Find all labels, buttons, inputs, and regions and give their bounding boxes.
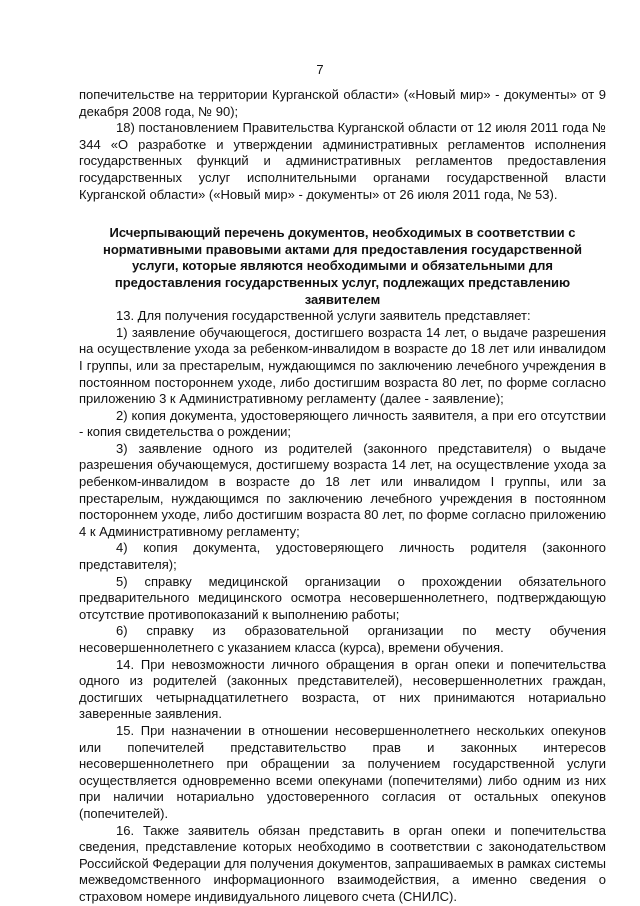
body-paragraph: попечительстве на территории Курганской области» («Новый мир» - документы» от 9 декабря 2008 года, № 90);: [79, 87, 606, 119]
body-paragraph: 1) заявление обучающегося, достигшего возраста 14 лет, о выдаче разрешения на осуществление ухода за ребенком-инвалидом в возрасте до 18 лет или инвалидом I группы, или за престарелым, нуждающимся по заключению лечебного учреждения в постоянном постороннем уходе, либо достигшим возраста 80 лет, по форме согласно приложению 3 к Административному регламенту (далее - заявление);: [79, 324, 606, 407]
body-paragraph: 4) копия документа, удостоверяющего личность родителя (законного представителя);: [79, 540, 606, 573]
body-paragraph: 18) постановлением Правительства Курганской области от 12 июля 2011 года № 344 «О разработке и утверждении административных регламентов исполнения государственных функций и административных регламентов предоставления государственных услуг исполнительными органами государственной власти Курганской области» («Новый мир» - документы» от 26 июля 2011 года, № 53).: [79, 120, 606, 202]
body-paragraph: 5) справку медицинской организации о прохождении обязательного предварительного медицинского осмотра несовершеннолетнего, подтверждающую отсутствие противопоказаний к выполнению работы;: [79, 573, 606, 622]
body-paragraph: 14. При невозможности личного обращения в орган опеки и попечительства одного из родителей (законных представителей), несовершеннолетних граждан, достигших четырнадцатилетнего возраста, от них принимаются нотариально заверенные заявления.: [79, 656, 606, 722]
body-paragraph: 6) справку из образовательной организации по месту обучения несовершеннолетнего с указанием класса (курса), времени обучения.: [79, 623, 606, 655]
body-paragraph: 15. При назначении в отношении несовершеннолетнего нескольких опекунов или попечителей представительство прав и законных интересов несовершеннолетнего при обращении за получением государственной услуги осуществляется одновременно всеми опекунами (попечителями) либо одним из них при наличии нотариально удостоверенного согласия от остальных опекунов (попечителей).: [79, 722, 606, 821]
page-number: 7: [316, 62, 324, 77]
document-body: [79, 87, 606, 906]
body-paragraph: 13. Для получения государственной услуги заявитель представляет:: [116, 308, 531, 324]
section-heading: Исчерпывающий перечень документов, необходимых в соответствии с нормативными правовыми актами для предоставления государственной услуги, которые являются необходимыми и обязательными для предоставления государственных услуг, подлежащих представлению заявителем: [102, 225, 583, 307]
body-paragraph: 2) копия документа, удостоверяющего личность заявителя, а при его отсутствии - копия свидетельства о рождении;: [79, 407, 606, 440]
body-paragraph: 3) заявление одного из родителей (законного представителя) о выдаче разрешения обучающемуся, достигшему возраста 14 лет, на осуществление ухода за ребенком-инвалидом в возрасте до 18 лет или инвалидом I группы, или за престарелым, нуждающимся по заключению лечебного учреждения в постоянном постороннем уходе, либо достигшим возраста 80 лет, по форме согласно приложению 4 к Административному регламенту;: [79, 440, 606, 539]
paragraphs-after: [79, 308, 606, 905]
paragraphs-before: [79, 87, 606, 203]
body-paragraph: 16. Также заявитель обязан представить в орган опеки и попечительства сведения, представление которых необходимо в соответствии с законодательством Российской Федерации для получения документов, запрашиваемых в рамках системы межведомственного информационного взаимодействия, а именно сведения о страховом номере индивидуального лицевого счета (СНИЛС).: [79, 822, 606, 904]
